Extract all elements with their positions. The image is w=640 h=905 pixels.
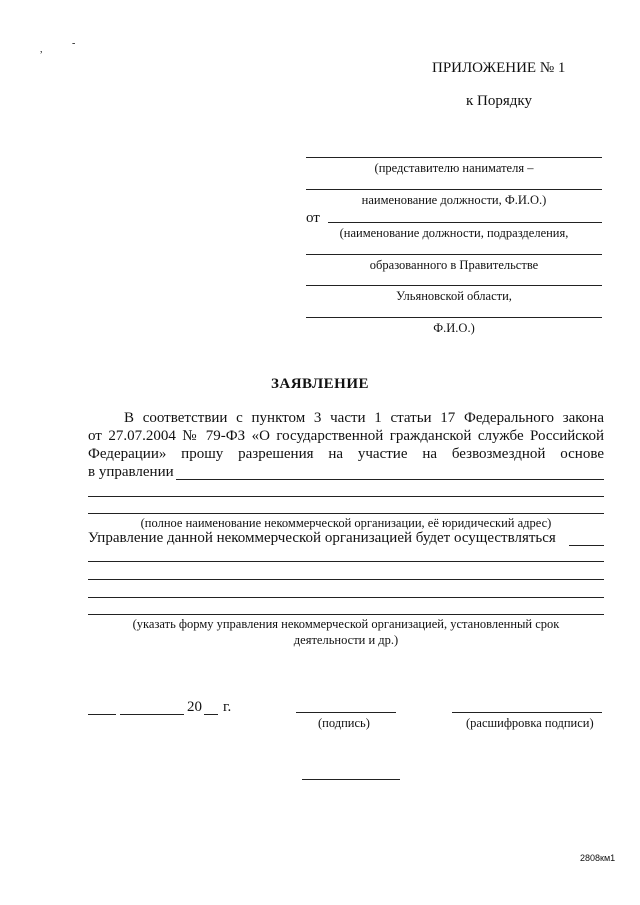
from-label: от — [306, 210, 320, 226]
org-name-line[interactable] — [88, 496, 604, 497]
addressee-line[interactable] — [306, 189, 602, 190]
management-caption: (указать форму управления некоммерческой организацией, установленный срок — [132, 617, 560, 631]
org-caption: (полное наименование некоммерческой организации, её юридический адрес) — [140, 516, 552, 530]
addressee-caption: наименование должности, Ф.И.О.) — [361, 193, 547, 207]
year-suffix: г. — [223, 699, 232, 715]
management-line[interactable] — [569, 545, 604, 546]
scan-mark: , — [40, 44, 43, 55]
management-line[interactable] — [88, 579, 604, 580]
date-day-line[interactable] — [88, 714, 116, 715]
document-title: ЗАЯВЛЕНИЕ — [270, 376, 370, 392]
from-caption: образованного в Правительстве — [369, 258, 539, 272]
body-line: в управлении — [88, 464, 174, 480]
decoding-line[interactable] — [452, 712, 602, 713]
from-caption: Ульяновской области, — [396, 289, 512, 303]
year-prefix: 20 — [187, 699, 202, 715]
document-code: 2808км1 — [580, 853, 616, 863]
from-caption: Ф.И.О.) — [433, 321, 475, 335]
management-line[interactable] — [88, 561, 604, 562]
addressee-line[interactable] — [306, 157, 602, 158]
org-name-line[interactable] — [176, 479, 604, 480]
from-line[interactable] — [306, 254, 602, 255]
decoding-caption: (расшифровка подписи) — [466, 716, 594, 730]
body-line: от 27.07.2004 № 79-ФЗ «О государственной гражданской службе Российской — [88, 428, 604, 444]
management-line[interactable] — [88, 597, 604, 598]
body-line: Управление данной некоммерческой организацией будет осуществляться — [88, 530, 556, 546]
addressee-caption: (представителю нанимателя – — [374, 161, 534, 175]
signature-line[interactable] — [296, 712, 396, 713]
org-name-line[interactable] — [88, 513, 604, 514]
from-caption: (наименование должности, подразделения, — [339, 226, 569, 240]
scan-mark: - — [72, 38, 76, 49]
from-line[interactable] — [306, 285, 602, 286]
from-line[interactable] — [328, 222, 602, 223]
date-month-line[interactable] — [120, 714, 184, 715]
management-caption: деятельности и др.) — [293, 633, 399, 647]
from-line[interactable] — [306, 317, 602, 318]
date-year-line[interactable] — [204, 714, 218, 715]
appendix-heading: ПРИЛОЖЕНИЕ № 1 — [432, 60, 566, 76]
management-line[interactable] — [88, 614, 604, 615]
body-line: В соответствии с пунктом 3 части 1 статьи 17 Федерального закона — [124, 410, 604, 426]
order-reference: к Порядку — [466, 93, 532, 109]
bottom-line — [302, 779, 400, 780]
signature-caption: (подпись) — [318, 716, 370, 730]
body-line: Федерации» прошу разрешения на участие на безвозмездной основе — [88, 446, 604, 462]
